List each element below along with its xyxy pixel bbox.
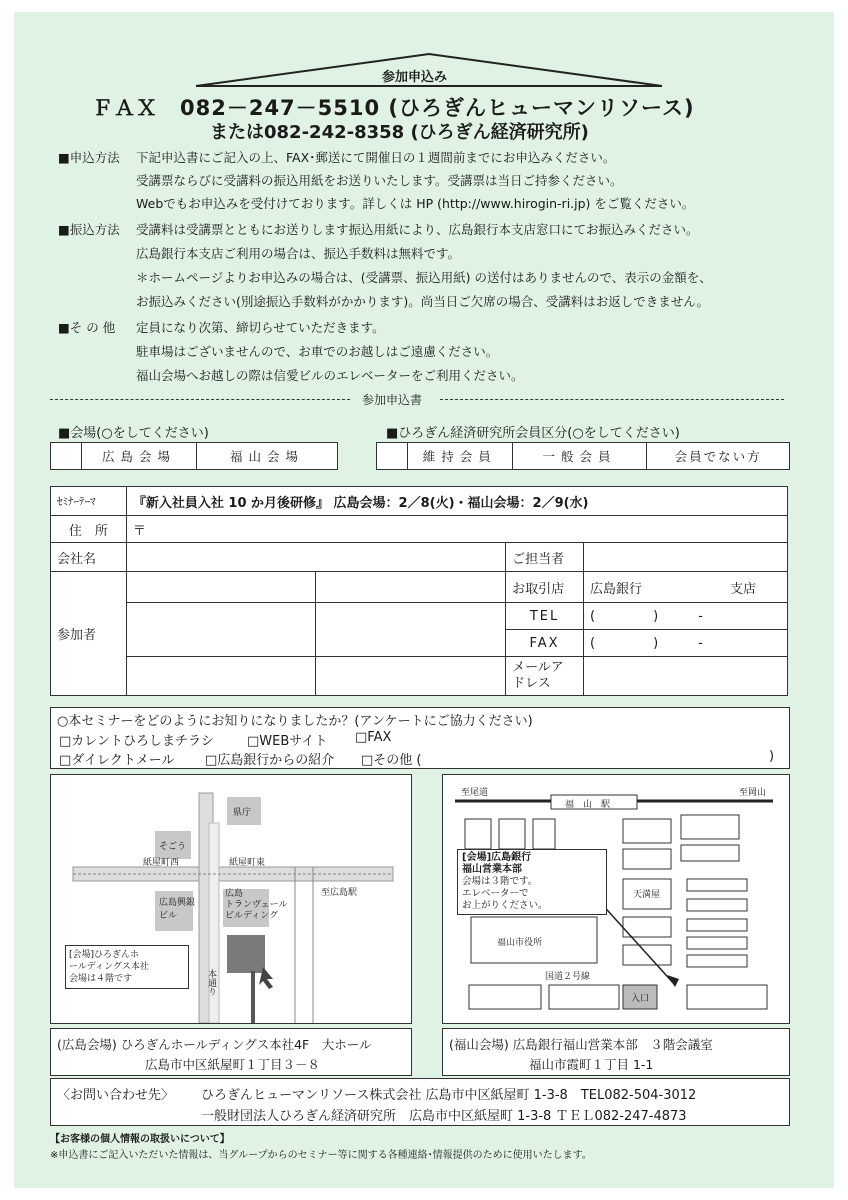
map-label-route2: 国道２号線 [545, 972, 591, 982]
map-label-kouzai-bldg: 広島興銀 ビル [159, 898, 196, 921]
map-label-fukuyama-station: 福 山 駅 [565, 800, 611, 810]
bank-field[interactable] [584, 572, 788, 603]
caption-fukuyama-line2: 福山市霞町１丁目 1-1 [529, 1057, 654, 1072]
survey-question: ○本セミナーをどのようにお知りになりましたか？(アンケートにご協力ください) [57, 714, 533, 729]
fukuyama-map [442, 774, 790, 1024]
map-label-to-station: 至広島駅 [321, 888, 358, 898]
participant-field[interactable] [126, 572, 316, 603]
phone-dash: - [698, 635, 703, 651]
other-label: ■そ の 他 [58, 320, 116, 335]
transfer-method-label: ■振込方法 [58, 222, 120, 237]
tel-field[interactable] [584, 603, 788, 630]
member-select-title: ■ひろぎん経済研究所会員区分(○をしてください) [386, 426, 680, 441]
privacy-title: 【お客様の個人情報の取扱いについて】 [50, 1134, 230, 1145]
address-field[interactable]: 〒 [126, 516, 787, 543]
application-form [50, 486, 788, 696]
map-label-sogo: そごう [159, 842, 187, 852]
paren-open: ( [590, 608, 596, 624]
venue-option-fukuyama[interactable]: 福山会場 [196, 443, 337, 469]
participant-field[interactable] [316, 657, 506, 696]
participant-field[interactable] [316, 603, 506, 657]
address-label: 住 所 [51, 516, 127, 543]
contact-label: 〈お問い合わせ先〉 [57, 1088, 175, 1103]
map-label-entrance: 入口 [631, 994, 650, 1004]
fax-number-secondary: または082-242-8358 (ひろぎん経済研究所) [210, 122, 589, 143]
email-label: メールア ドレス [506, 657, 584, 696]
contact-line1: ひろぎんヒューマンリソース株式会社 広島市中区紙屋町 1-3-8 TEL082-504-3012 [201, 1088, 697, 1103]
survey-close-paren: ) [769, 749, 775, 764]
caption-fukuyama [442, 1028, 790, 1076]
seminar-theme-label: ｾﾐﾅｰﾃｰﾏ [51, 487, 127, 516]
survey-option-direct-mail[interactable]: □ダイレクトメール [59, 753, 175, 768]
venue-blank-cell [51, 443, 81, 469]
map-label-hondori: 本通り [206, 969, 216, 996]
other-line: 駐車場はございませんので、お車でのお越しはご遠慮ください。 [136, 344, 499, 359]
participant-field[interactable] [126, 657, 316, 696]
participant-field[interactable] [316, 572, 506, 603]
caption-hiroshima-line1: (広島会場) ひろぎんホールディングス本社4F 大ホール [57, 1037, 372, 1052]
survey-option-chirashi[interactable]: □カレントひろしまチラシ [59, 734, 214, 749]
paren-close: ) [653, 635, 659, 651]
form-divider-title: 参加申込書 [362, 393, 423, 407]
fax-number-primary: ＦＡＸ 082－247－5510 (ひろぎんヒューマンリソース) [92, 96, 695, 120]
tel-label: TEL [506, 603, 584, 630]
divider-left [50, 399, 350, 400]
map-label-tranvere: 広島 トランヴェール ビルディング [225, 889, 288, 921]
other-line: 福山会場へお越しの際は信愛ビルのエレベーターをご利用ください。 [136, 368, 524, 383]
member-blank-cell [377, 443, 407, 469]
seminar-theme-value: 『新入社員入社 10 か月後研修』 広島会場：2／8(火)・福山会場：2／9(水) [126, 487, 787, 516]
roof-title: 参加申込み [382, 70, 448, 85]
member-option-general[interactable]: 一般会員 [512, 443, 647, 469]
apply-method-line: 下記申込書にご記入の上、FAX･郵送にて開催日の１週間前までにお申込みください。 [136, 150, 616, 165]
contact-box [50, 1078, 790, 1126]
privacy-body: ※申込書にご記入いただいた情報は、当グループからのセミナー等に関する各種連絡･情報提供のために使用いたします。 [50, 1150, 592, 1161]
contact-line2: 一般財団法人ひろぎん経済研究所 広島市中区紙屋町 1-3-8 ＴＥＬ082-247-4873 [201, 1109, 687, 1124]
transfer-method-line: 広島銀行本支店ご利用の場合は、振込手数料は無料です。 [136, 246, 461, 261]
map-note-fukuyama-title: [会場]広島銀行 福山営業本部 [462, 852, 532, 875]
apply-method-line: 受講票ならびに受講料の振込用紙をお送りいたします。受講票は当日ご持参ください。 [136, 173, 623, 188]
other-line: 定員になり次第、締切らせていただきます。 [136, 320, 385, 335]
divider-right [440, 399, 784, 400]
fax-field[interactable] [584, 630, 788, 657]
branch-suffix: 支店 [730, 581, 757, 597]
email-field[interactable] [584, 657, 788, 696]
map-note-hiroshima: [会場]ひろぎんホ ールディングス本社 会場は４階です [65, 945, 189, 989]
map-label-kencho: 県庁 [233, 808, 252, 818]
contact-person-label: ご担当者 [506, 543, 584, 572]
fax-label: FAX [506, 630, 584, 657]
map-label-tenmaya: 天満屋 [633, 890, 661, 900]
contact-person-field[interactable] [584, 543, 788, 572]
map-label-to-okayama: 至岡山 [739, 788, 767, 798]
phone-dash: - [698, 608, 703, 624]
bank-label: お取引店 [506, 572, 584, 603]
venue-select-title: ■会場(○をしてください) [58, 426, 209, 441]
paren-close: ) [653, 608, 659, 624]
transfer-method-line: 受講料は受講票とともにお送りします振込用紙により、広島銀行本支店窓口にてお振込みください。 [136, 222, 699, 237]
map-label-kamiyacho-higashi: 紙屋町東 [229, 858, 266, 868]
survey-option-web[interactable]: □WEBサイト [247, 734, 328, 749]
hiroshima-map [50, 774, 412, 1024]
map-note-fukuyama [457, 849, 607, 915]
transfer-method-line: お振込みください(別途振込手数料がかかります)。尚当日ご欠席の場合、受講料はお返しできません。 [136, 294, 710, 309]
map-label-to-onomichi: 至尾道 [461, 788, 489, 798]
apply-method-line: Webでもお申込みを受付けております。詳しくは HP (http://www.hirogin-ri.jp) をご覧ください。 [136, 196, 695, 211]
bank-name: 広島銀行 [590, 581, 643, 597]
map-label-city-hall: 福山市役所 [497, 938, 543, 948]
member-select[interactable] [376, 442, 790, 470]
company-field[interactable] [126, 543, 505, 572]
page [14, 12, 834, 1188]
venue-select[interactable] [50, 442, 338, 470]
member-option-sustaining[interactable]: 維持会員 [407, 443, 512, 469]
apply-method-label: ■申込方法 [58, 150, 120, 165]
survey-option-fax[interactable]: □FAX [355, 730, 392, 745]
participants-label: 参加者 [51, 572, 127, 696]
venue-option-hiroshima[interactable]: 広島会場 [81, 443, 196, 469]
caption-fukuyama-line1: (福山会場) 広島銀行福山営業本部 ３階会議室 [449, 1037, 713, 1052]
survey-box [50, 707, 790, 769]
survey-option-bank-referral[interactable]: □広島銀行からの紹介 [205, 753, 335, 768]
caption-hiroshima-line2: 広島市中区紙屋町１丁目３－８ [145, 1057, 321, 1072]
caption-hiroshima [50, 1028, 412, 1076]
paren-open: ( [590, 635, 596, 651]
map-label-kamiyacho-nishi: 紙屋町西 [143, 858, 180, 868]
participant-field[interactable] [126, 603, 316, 657]
member-option-nonmember[interactable]: 会員でない方 [646, 443, 789, 469]
map-note-fukuyama-body: 会場は３階です。 エレベーターで お上がりください。 [462, 876, 548, 911]
company-label: 会社名 [51, 543, 127, 572]
survey-option-other[interactable]: □その他 ( [361, 753, 422, 768]
transfer-method-line: ＊ホームページよりお申込みの場合は、(受講票、振込用紙) の送付はありませんので、表示の金額を、 [136, 270, 712, 285]
